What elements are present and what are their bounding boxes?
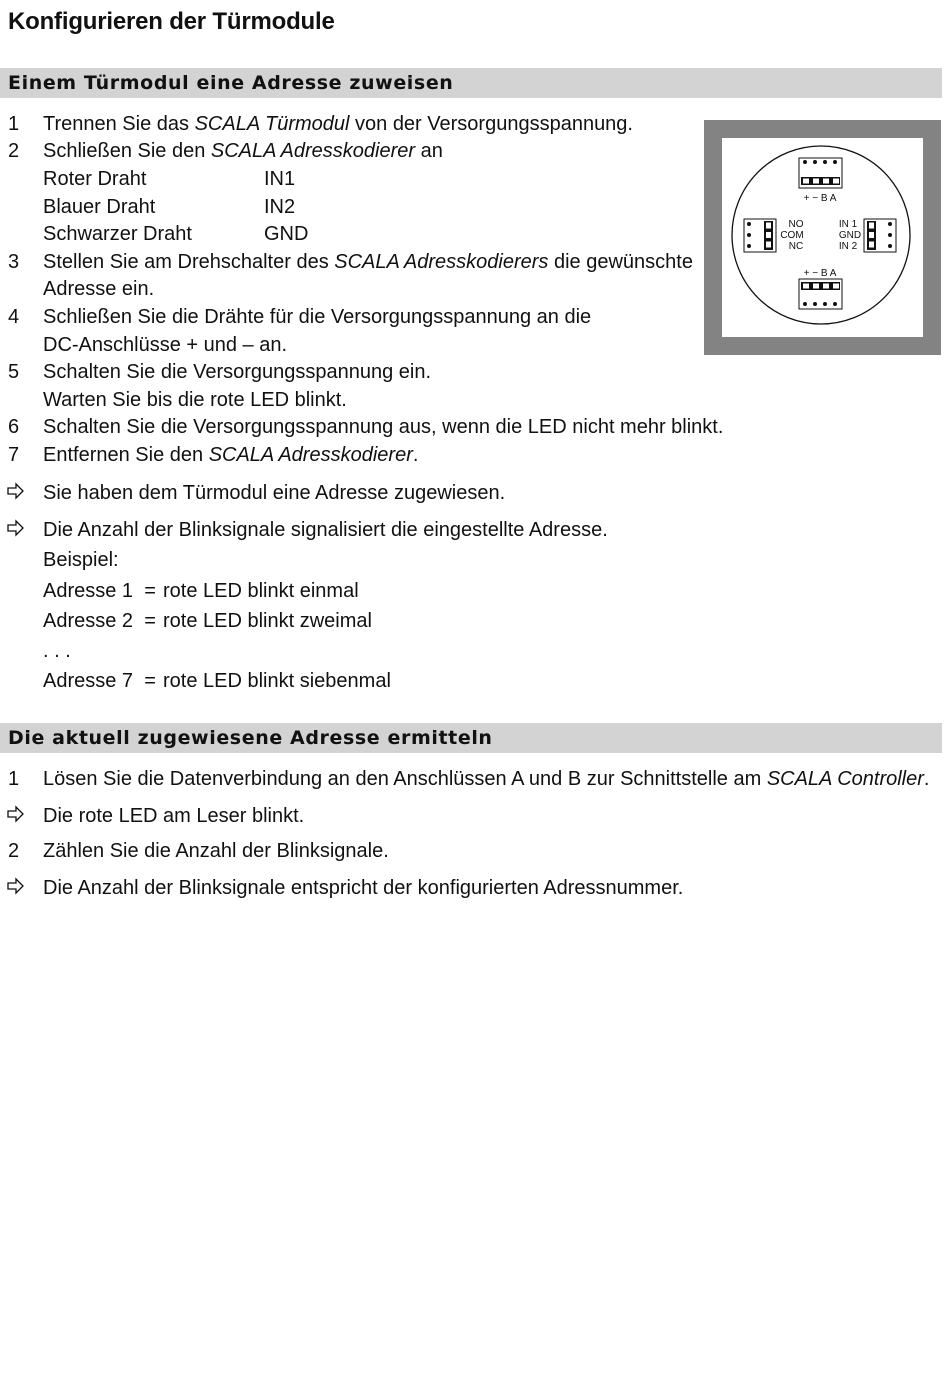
result-text: Die Anzahl der Blinksignale entspricht der konfigurierten Adressnummer.	[43, 877, 684, 899]
wire-label: Roter Draht	[43, 168, 147, 190]
top-terminal-block	[799, 158, 842, 188]
step-number: 2	[8, 840, 20, 862]
wire-label: Schwarzer Draht	[43, 223, 192, 245]
door-module-diagram	[704, 120, 941, 355]
step-number: 5	[8, 361, 20, 383]
section-header-determine	[0, 723, 942, 753]
right-terminal-block	[864, 219, 896, 252]
result-text: Sie haben dem Türmodul eine Adresse zugewiesen.	[43, 482, 506, 504]
left-label-com: COM	[780, 230, 804, 241]
section-title: Die aktuell zugewiesene Adresse ermitteln	[8, 727, 493, 749]
right-label-in1: IN 1	[838, 219, 858, 230]
step-number: 3	[8, 251, 20, 273]
bottom-connector-label: + − B A	[803, 268, 837, 279]
wire-terminal: IN2	[264, 196, 296, 218]
top-connector-label: + − B A	[803, 193, 837, 204]
step-text: Entfernen Sie den SCALA Adresskodierer.	[43, 444, 419, 466]
section-title: Einem Türmodul eine Adresse zuweisen	[8, 72, 454, 94]
result-arrow-icon	[7, 804, 25, 832]
example-address: Adresse 2 =	[43, 610, 156, 632]
bottom-terminal-block	[799, 279, 842, 309]
step-text: Schalten Sie die Versorgungsspannung ein.	[43, 361, 432, 383]
example-value: rote LED blinkt siebenmal	[163, 670, 391, 692]
result-text: Die rote LED am Leser blinkt.	[43, 805, 305, 827]
step-number: 6	[8, 416, 20, 438]
step-text: Stellen Sie am Drehschalter des SCALA Adresskodierers die gewünschte	[43, 251, 693, 273]
step-number: 1	[8, 768, 20, 790]
step-text: Lösen Sie die Datenverbindung an den Anschlüssen A und B zur Schnittstelle am SCALA Controller.	[43, 768, 930, 790]
example-value: rote LED blinkt zweimal	[163, 610, 372, 632]
step-number: 4	[8, 306, 20, 328]
left-terminal-block	[744, 219, 776, 252]
wire-label: Blauer Draht	[43, 196, 156, 218]
step-text: Schließen Sie die Drähte für die Versorgungsspannung an die	[43, 306, 592, 328]
step-number: 2	[8, 140, 20, 162]
step-text: Schalten Sie die Versorgungsspannung aus, wenn die LED nicht mehr blinkt.	[43, 416, 724, 438]
step-text: Trennen Sie das SCALA Türmodul von der Versorgungsspannung.	[43, 113, 633, 135]
wire-terminal: IN1	[264, 168, 296, 190]
result-text: Die Anzahl der Blinksignale signalisiert die eingestellte Adresse.	[43, 519, 608, 541]
wire-terminal: GND	[264, 223, 309, 245]
door-module-figure	[704, 120, 941, 355]
right-label-gnd: GND	[838, 230, 862, 241]
page-title: Konfigurieren der Türmodule	[8, 8, 335, 35]
example-address: Adresse 1 =	[43, 580, 156, 602]
step-number: 7	[8, 444, 20, 466]
result-arrow-icon	[7, 876, 25, 904]
step-number: 1	[8, 113, 20, 135]
result-arrow-icon	[7, 481, 25, 509]
left-label-nc: NC	[788, 241, 804, 252]
example-value: rote LED blinkt einmal	[163, 580, 359, 602]
example-address: Adresse 7 =	[43, 670, 156, 692]
section-header-assign	[0, 68, 942, 98]
left-label-no: NO	[788, 219, 804, 230]
result-arrow-icon	[7, 518, 25, 546]
right-label-in2: IN 2	[838, 241, 858, 252]
step-text: Zählen Sie die Anzahl der Blinksignale.	[43, 840, 389, 862]
step-text: Schließen Sie den SCALA Adresskodierer an	[43, 140, 443, 162]
